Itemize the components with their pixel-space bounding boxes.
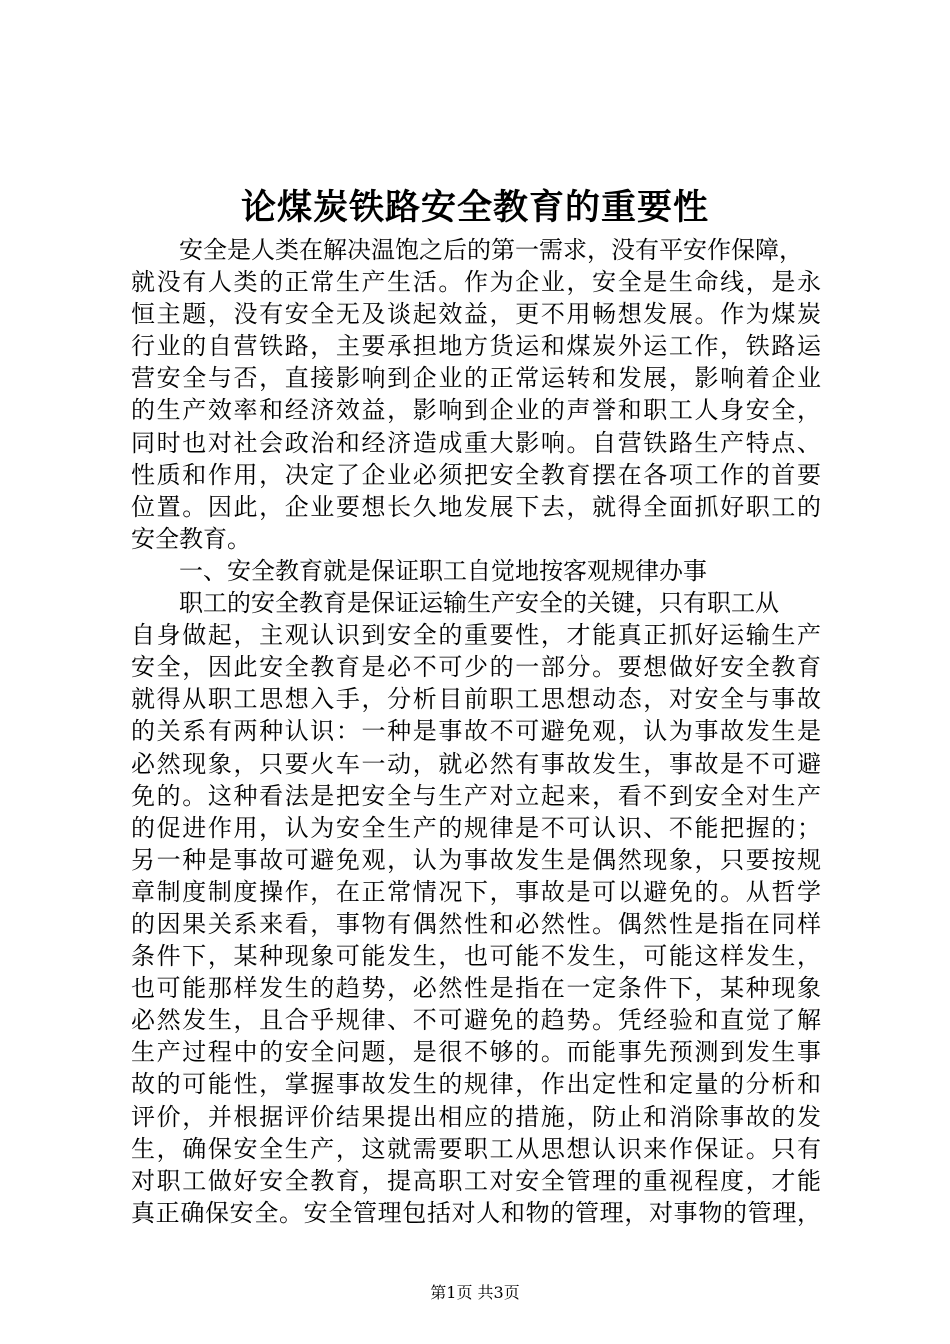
paragraph-line: 自身做起，主观认识到安全的重要性，才能真正抓好运输生产	[131, 621, 821, 650]
paragraph-line: 对职工做好安全教育，提高职工对安全管理的重视程度，才能	[131, 1166, 821, 1195]
section-heading: 一、安全教育就是保证职工自觉地按客观规律办事	[179, 556, 707, 585]
paragraph-line: 必然现象，只要火车一动，就必然有事故发生，事故是不可避	[131, 749, 821, 778]
paragraph-line: 评价，并根据评价结果提出相应的措施，防止和消除事故的发	[131, 1102, 821, 1131]
paragraph-line: 生产过程中的安全问题，是很不够的。而能事先预测到发生事	[131, 1038, 821, 1067]
document-title: 论煤炭铁路安全教育的重要性	[240, 187, 709, 228]
paragraph-line: 位置。因此，企业要想长久地发展下去，就得全面抓好职工的	[131, 492, 821, 521]
paragraph-line: 真正确保安全。安全管理包括对人和物的管理，对事物的管理，	[131, 1198, 821, 1227]
paragraph-line: 营安全与否，直接影响到企业的正常运转和发展，影响着企业	[131, 364, 821, 393]
paragraph-line: 也可能那样发生的趋势，必然性是指在一定条件下，某种现象	[131, 974, 821, 1003]
paragraph-line: 安全是人类在解决温饱之后的第一需求，没有平安作保障，	[179, 236, 803, 264]
paragraph-line: 就没有人类的正常生产生活。作为企业，安全是生命线，是永	[131, 268, 821, 297]
paragraph-line: 条件下，某种现象可能发生，也可能不发生，可能这样发生，	[131, 942, 821, 971]
paragraph-line: 章制度制度操作，在正常情况下，事故是可以避免的。从哲学	[131, 877, 821, 906]
paragraph-line: 的因果关系来看，事物有偶然性和必然性。偶然性是指在同样	[131, 909, 821, 938]
paragraph-line: 故的可能性，掌握事故发生的规律，作出定性和定量的分析和	[131, 1070, 821, 1099]
paragraph-line: 免的。这种看法是把安全与生产对立起来，看不到安全对生产	[131, 781, 821, 810]
paragraph-line: 的关系有两种认识：一种是事故不可避免观，认为事故发生是	[131, 717, 821, 746]
paragraph-line: 恒主题，没有安全无及谈起效益，更不用畅想发展。作为煤炭	[131, 300, 821, 329]
paragraph-line: 生，确保安全生产，这就需要职工从思想认识来作保证。只有	[131, 1134, 821, 1163]
paragraph-line: 安全，因此安全教育是必不可少的一部分。要想做好安全教育	[131, 653, 821, 682]
paragraph-line: 就得从职工思想入手，分析目前职工思想动态，对安全与事故	[131, 685, 821, 714]
page-footer: 第1页 共3页	[430, 1283, 520, 1302]
paragraph-line: 安全教育。	[131, 524, 251, 553]
paragraph-line: 的促进作用，认为安全生产的规律是不可认识、不能把握的；	[131, 813, 821, 842]
paragraph-line: 的生产效率和经济效益，影响到企业的声誉和职工人身安全，	[131, 396, 821, 425]
paragraph-line: 行业的自营铁路，主要承担地方货运和煤炭外运工作，铁路运	[131, 332, 821, 361]
document-body	[131, 234, 821, 1229]
paragraph-line: 性质和作用，决定了企业必须把安全教育摆在各项工作的首要	[131, 460, 821, 489]
paragraph-line: 职工的安全教育是保证运输生产安全的关键，只有职工从	[179, 589, 779, 618]
paragraph-line: 同时也对社会政治和经济造成重大影响。自营铁路生产特点、	[131, 428, 821, 457]
paragraph-line: 必然发生，且合乎规律、不可避免的趋势。凭经验和直觉了解	[131, 1006, 821, 1035]
paragraph-line: 另一种是事故可避免观，认为事故发生是偶然现象，只要按规	[131, 845, 821, 874]
